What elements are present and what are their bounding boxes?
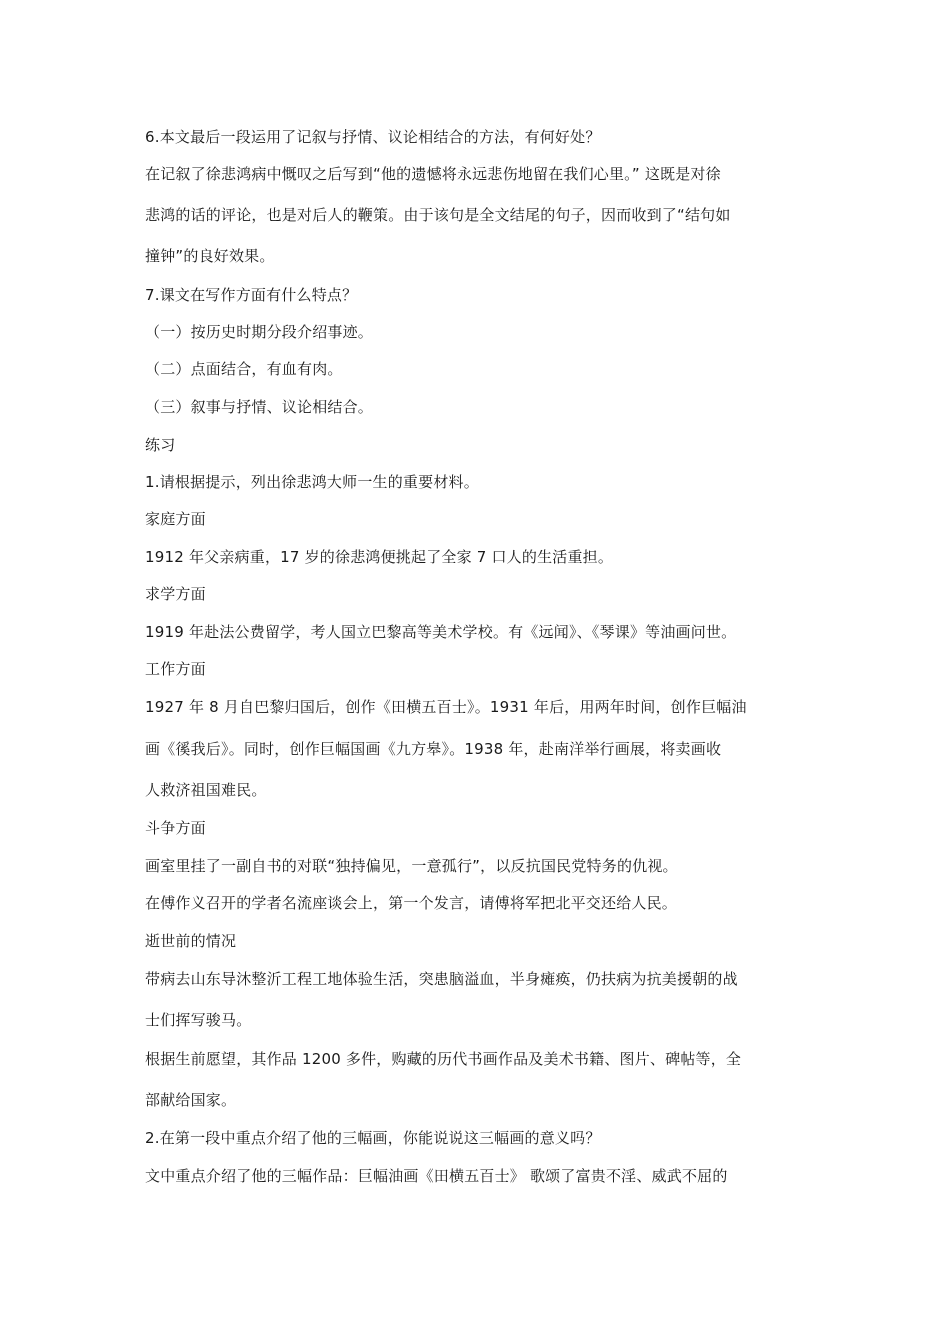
section-heading-practice: 练习 [145,436,176,454]
subheading-family: 家庭方面 [145,510,206,528]
subheading-study: 求学方面 [145,585,206,603]
answer-7-point-2: （二）点面结合，有血有肉。 [145,360,343,378]
question-7: 7.课文在写作方面有什么特点？ [145,286,358,304]
answer-7-point-3: （三）叙事与抒情、议论相结合。 [145,398,374,416]
answer-7-point-1: （一）按历史时期分段介绍事迹。 [145,323,374,341]
struggle-text-1: 画室里挂了一副自书的对联“独持偏见，一意孤行”，以反抗国民党特务的仇视。 [145,857,678,875]
question-6: 6.本文最后一段运用了记叙与抒情、议论相结合的方法，有何好处？ [145,128,601,146]
donation-text-line-1: 根据生前愿望，其作品 1200 多件，购藏的历代书画作品及美术书籍、图片、碑帖等，全 [145,1050,742,1068]
struggle-text-2: 在傅作义召开的学者名流座谈会上，第一个发言，请傅将军把北平交还给人民。 [145,894,678,912]
answer-6-line-1: 在记叙了徐悲鸿病中慨叹之后写到“他的遗憾将永远悲伤地留在我们心里。” 这既是对徐 [145,165,721,183]
subheading-work: 工作方面 [145,660,206,678]
donation-text-line-2: 部献给国家。 [145,1091,237,1109]
study-text: 1919 年赴法公费留学，考人国立巴黎高等美术学校。有《远闻》、《琴课》等油画问世。 [145,623,737,641]
exercise-1: 1.请根据提示，列出徐悲鸿大师一生的重要材料。 [145,473,479,491]
work-text-line-2: 画《徯我后》。同时，创作巨幅国画《九方皋》。1938 年，赴南洋举行画展，将卖画收 [145,740,722,758]
answer-6-line-3: 撞钟”的良好效果。 [145,247,275,265]
family-text: 1912 年父亲病重，17 岁的徐悲鸿便挑起了全家 7 口人的生活重担。 [145,548,614,566]
answer-6-line-2: 悲鸿的话的评论，也是对后人的鞭策。由于该句是全文结尾的句子，因而收到了“结句如 [145,206,731,224]
subheading-before-death: 逝世前的情况 [145,932,237,950]
work-text-line-3: 人救济祖国难民。 [145,781,267,799]
exercise-2: 2.在第一段中重点介绍了他的三幅画，你能说说这三幅画的意义吗？ [145,1129,601,1147]
subheading-struggle: 斗争方面 [145,819,206,837]
work-text-line-1: 1927 年 8 月自巴黎归国后，创作《田横五百士》。1931 年后，用两年时间，创作巨幅油 [145,698,747,716]
exercise-2-answer-line-1: 文中重点介绍了他的三幅作品：巨幅油画《田横五百士》 歌颂了富贵不淫、威武不屈的 [145,1167,728,1185]
before-death-text-line-2: 士们挥写骏马。 [145,1011,252,1029]
before-death-text-line-1: 带病去山东导沐整沂工程工地体验生活，突患脑溢血，半身瘫痪，仍扶病为抗美援朝的战 [145,970,738,988]
